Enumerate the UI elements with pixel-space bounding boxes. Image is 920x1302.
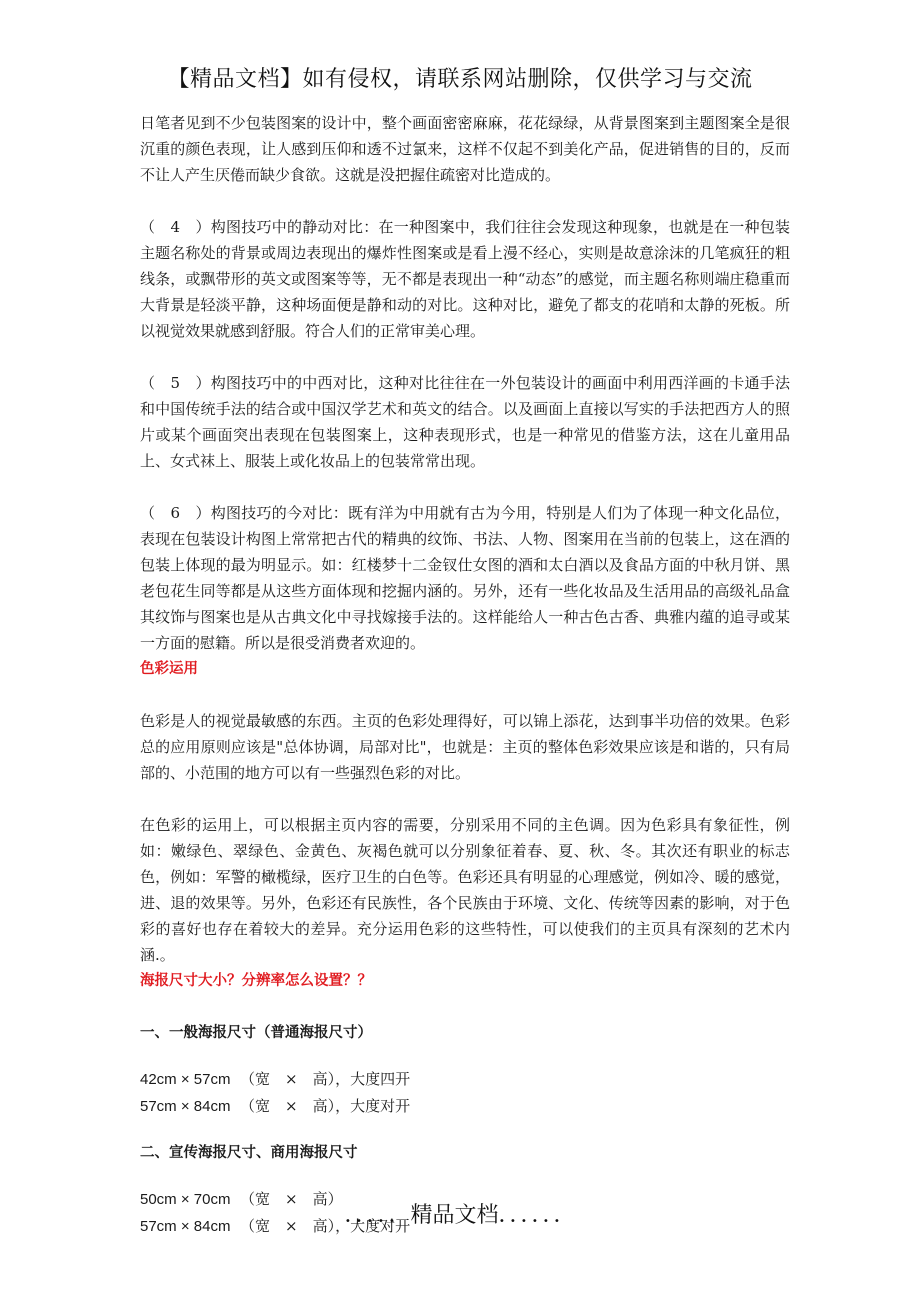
size-line: 57cm × 84cm （宽 × 高），大度对开 bbox=[140, 1097, 411, 1115]
paragraph-static-dynamic-contrast: （ 4 ）构图技巧中的静动对比：在一种图案中，我们往往会发现这种现象，也就是在一种包装主题名称处的背景或周边表现出的爆炸性图案或是看上漫不经心，实则是故意涂沫的几笔疯狂的粗线条，或飘带形的英文或图案等等，无不都是表现出一种“动态”的感觉，而主题名称则端庄稳重而大背景是轻淡平静，这种场面便是静和动的对比。这种对比，避免了都支的花哨和太静的死板。所以视觉效果就感到舒服。符合人们的正常审美心理。 bbox=[140, 218, 790, 340]
color-usage-heading: 色彩运用 bbox=[140, 661, 198, 677]
page-footer: ．．．．．精品文档．．．．．． bbox=[344, 1203, 576, 1228]
size-line: 42cm × 57cm （宽 × 高），大度四开 bbox=[140, 1070, 411, 1088]
paragraph-east-west-contrast: （ 5 ）构图技巧中的中西对比，这种对比往往在一外包装设计的画面中利用西洋画的卡通手法和中国传统手法的结合或中国汉学艺术和英文的结合。以及画面上直接以写实的手法把西方人的照片或某个画面突出表现在包装图案上，这种表现形式，也是一种常见的借鉴方法，这在儿童用品上、女式袜上、服装上或化妆品上的包装常常出现。 bbox=[140, 374, 790, 470]
page-header: 【精品文档】如有侵权，请联系网站删除，仅供学习与交流 bbox=[167, 67, 753, 92]
section-general-poster-title: 一、一般海报尺寸（普通海报尺寸） bbox=[140, 1025, 372, 1041]
size-line: 57cm × 84cm （宽 × 高），大度对开 bbox=[140, 1217, 411, 1235]
poster-size-heading: 海报尺寸大小？分辨率怎么设置？？ bbox=[140, 973, 372, 989]
document-body bbox=[140, 110, 790, 1240]
paragraph-ancient-modern-contrast: （ 6 ）构图技巧的今对比：既有洋为中用就有古为今用，特别是人们为了体现一种文化品位，表现在包装设计构图上常常把古代的精典的纹饰、书法、人物、图案用在当前的包装上，这在酒的包装上体现的最为明显示。如：红楼梦十二金钗仕女图的酒和太白酒以及食品方面的中秋月饼、黑老包花生同等都是从这些方面体现和挖掘内涵的。另外，还有一些化妆品及生活用品的高级礼品盒其纹饰与图案也是从古典文化中寻找嫁接手法的。这样能给人一种古色古香、典雅内蕴的追寻或某一方面的慰籍。所以是很受消费者欢迎的。 bbox=[140, 504, 790, 652]
paragraph-color-symbolism: 在色彩的运用上，可以根据主页内容的需要，分别采用不同的主色调。因为色彩具有象征性，例如：嫩绿色、翠绿色、金黄色、灰褐色就可以分别象征着春、夏、秋、冬。其次还有职业的标志色，例如：军警的橄榄绿，医疗卫生的白色等。色彩还具有明显的心理感觉，例如冷、暖的感觉，进、退的效果等。另外，色彩还有民族性，各个民族由于环境、文化、传统等因素的影响，对于色彩的喜好也存在着较大的差异。充分运用色彩的这些特性，可以使我们的主页具有深刻的艺术内涵.。 bbox=[140, 816, 790, 964]
paragraph-density-contrast: 日笔者见到不少包装图案的设计中，整个画面密密麻麻，花花绿绿，从背景图案到主题图案全是很沉重的颜色表现，让人感到压仰和透不过氯来，这样不仅起不到美化产品，促进销售的目的，反而不让人产生厌倦而缺少食欲。这就是没把握住疏密对比造成的。 bbox=[140, 114, 790, 184]
paragraph-color-principle: 色彩是人的视觉最敏感的东西。主页的色彩处理得好，可以锦上添花，达到事半功倍的效果。色彩总的应用原则应该是"总体协调，局部对比"，也就是：主页的整体色彩效果应该是和谐的，只有局部的、小范围的地方可以有一些强烈色彩的对比。 bbox=[140, 712, 790, 782]
size-line: 50cm × 70cm （宽 × 高） bbox=[140, 1190, 343, 1208]
section-commercial-poster-title: 二、宣传海报尺寸、商用海报尺寸 bbox=[140, 1145, 358, 1161]
